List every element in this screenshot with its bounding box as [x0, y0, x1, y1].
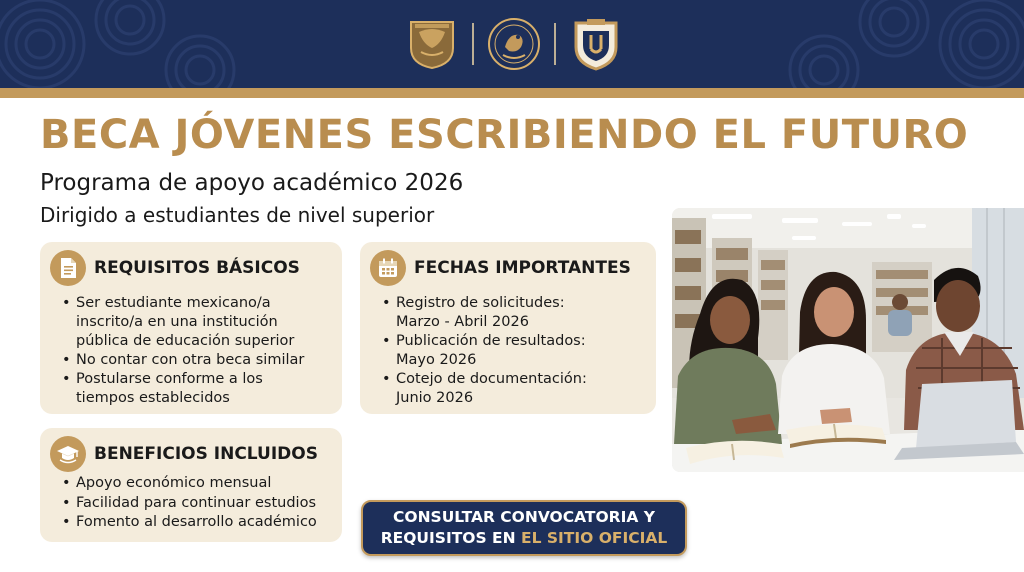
graduation-cap-icon [50, 436, 86, 472]
decorative-pattern-left [0, 0, 240, 88]
page-subtitle: Programa de apoyo académico 2026 [40, 170, 464, 196]
list-item: • Postularse conforme a los tiempos establecidos [62, 370, 312, 408]
header-logos [404, 12, 624, 76]
header-banner [0, 0, 1024, 88]
institution-shield-icon [568, 16, 624, 72]
benefits-title: BENEFICIOS INCLUIDOS [94, 444, 318, 464]
cta-line-2-highlight: EL SITIO OFICIAL [521, 529, 668, 547]
list-item: • Registro de solicitudes: Marzo - Abril 2026 [382, 294, 582, 332]
list-item: • Apoyo económico mensual [62, 474, 317, 494]
page-title: BECA JÓVENES ESCRIBIENDO EL FUTURO [40, 112, 969, 158]
benefits-card-header [50, 436, 318, 472]
requirements-card [40, 242, 342, 414]
requirements-list [62, 294, 324, 408]
benefits-list [62, 474, 317, 533]
list-item: • Facilidad para continuar estudios [62, 494, 317, 514]
header-gold-stripe [0, 88, 1024, 98]
cta-line-2 [381, 528, 668, 549]
requirements-card-header [50, 250, 300, 286]
dates-list [382, 294, 612, 408]
dates-card-header [370, 250, 631, 286]
logo-divider [472, 23, 474, 65]
list-item: • Cotejo de documentación: Junio 2026 [382, 370, 602, 408]
list-item: • Ser estudiante mexicano/a inscrito/a en una institución pública de educación superior [62, 294, 324, 351]
logo-divider [554, 23, 556, 65]
requirements-title: REQUISITOS BÁSICOS [94, 258, 300, 278]
dates-title: FECHAS IMPORTANTES [414, 258, 631, 278]
document-icon [50, 250, 86, 286]
official-site-button[interactable] [361, 500, 687, 556]
mexico-coat-of-arms-icon [486, 16, 542, 72]
list-item: • No contar con otra beca similar [62, 351, 324, 370]
dates-card [360, 242, 656, 414]
list-item: • Fomento al desarrollo académico [62, 513, 317, 533]
list-item: • Publicación de resultados: Mayo 2026 [382, 332, 612, 370]
cta-line-2-prefix: REQUISITOS EN [380, 529, 516, 547]
unam-seal-icon [404, 16, 460, 72]
students-library-photo [672, 208, 1024, 472]
calendar-icon [370, 250, 406, 286]
cta-line-1: CONSULTAR CONVOCATORIA Y [393, 508, 655, 526]
audience-text: Dirigido a estudiantes de nivel superior [40, 203, 435, 227]
benefits-card [40, 428, 342, 542]
decorative-pattern-right [784, 0, 1024, 88]
